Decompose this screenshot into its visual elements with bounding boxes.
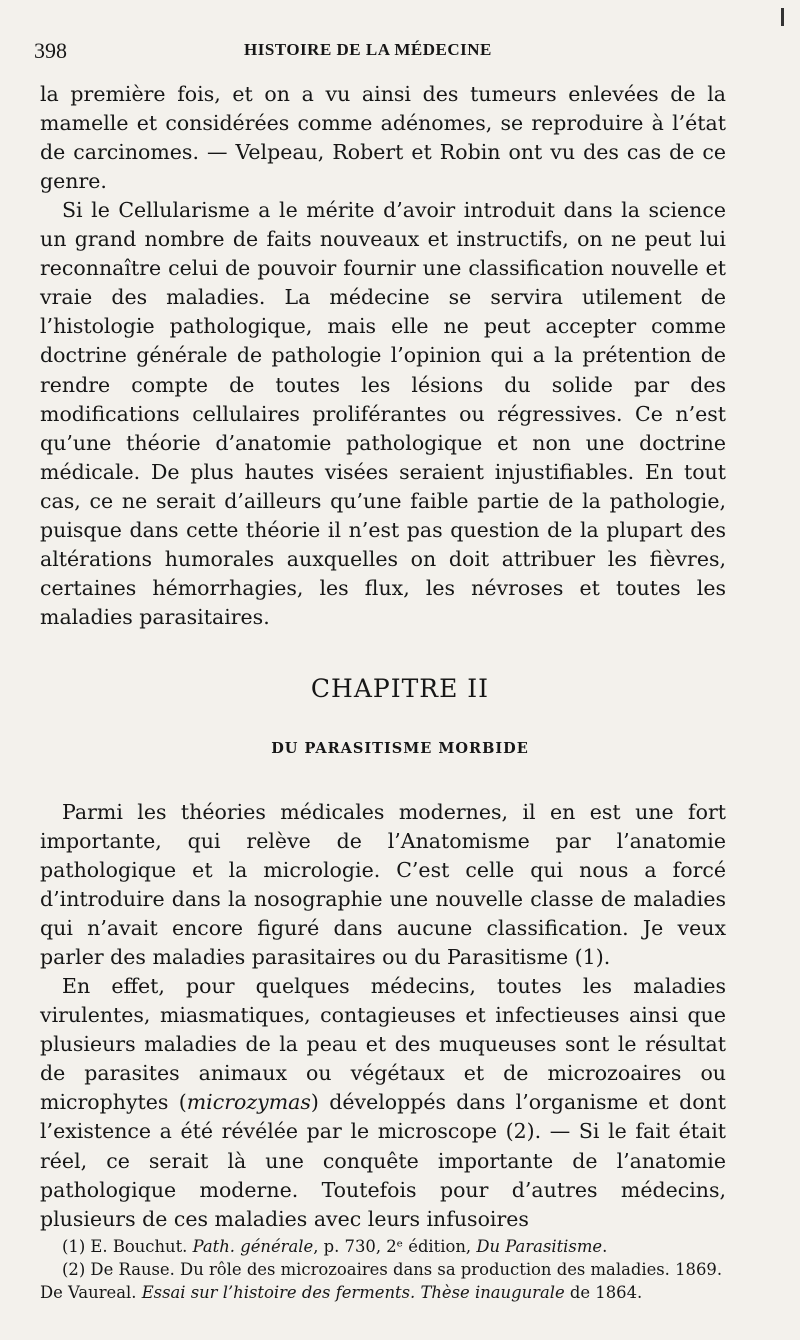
paragraph-continuation bbox=[40, 80, 726, 196]
page-header bbox=[34, 38, 724, 68]
text-span: En effet, pour quelques médecins, toutes les maladies virulentes, miasmatiques, contagieuses et infectieuses ainsi que plusieurs maladies de la peau et des muqueuses sont le résultat de parasites animaux ou végétaux et de microzoaires ou microphytes ( bbox=[40, 974, 726, 1115]
paragraph-text bbox=[40, 972, 726, 1234]
footnote-text: . bbox=[602, 1237, 608, 1256]
footnote-italic: Essai sur l’histoire des ferments. Thèse inaugurale bbox=[141, 1283, 565, 1302]
text-span: ) développés dans l’organisme et dont l’existence a été révélée par le microscope (2). — Si le fait était réel, ce serait là une conquête importante de l’anatomie pathologique moderne. Toutefois pour d’autres médecins, plusieurs de ces maladies avec leurs infusoires bbox=[40, 1090, 726, 1231]
footnote-1 bbox=[40, 1235, 730, 1258]
page-number: 398 bbox=[34, 38, 67, 63]
chapter-subtitle: DU PARASITISME MORBIDE bbox=[271, 740, 529, 757]
paragraph-theories bbox=[40, 798, 726, 973]
paragraph-en-effet bbox=[40, 972, 726, 1234]
footnotes bbox=[40, 1235, 730, 1304]
footnote-italic: Du Parasitisme bbox=[476, 1237, 603, 1256]
footnote-text: (2) De Rause. Du rôle des microzoaires dans sa production des maladies. 1869. De Vaureal. bbox=[40, 1260, 723, 1302]
paragraph-text: Parmi les théories médicales modernes, il en est une fort importante, qui relève de l’Anatomisme par l’anatomie pathologique et la micrologie. C’est celle qui nous a forcé d’introduire dans la nosographie une nouvelle classe de maladies qui n’avait encore figuré dans aucune classification. Je veux parler des maladies parasitaires ou du Parasitisme (1). bbox=[40, 800, 726, 970]
paragraph-text: Si le Cellularisme a le mérite d’avoir introduit dans la science un grand nombre de faits nouveaux et instructifs, on ne peut lui reconnaître celui de pouvoir fournir une classification nouvelle et vraie des maladies. La médecine se servira utilement de l’histologie pathologique, mais elle ne peut accepter comme doctrine générale de pathologie l’opinion qui a la prétention de rendre compte de toutes les lésions du solide par des modifications cellulaires proliférantes ou régressives. Ce n’est qu’une théorie d’anatomie pathologique et non une doctrine médicale. De plus hautes visées seraient injustifiables. En tout cas, ce ne serait d’ailleurs qu’une faible partie de la pathologie, puisque dans cette théorie il n’est pas question de la plupart des altérations humorales auxquelles on doit attribuer les fièvres, certaines hémorrhagies, les flux, les névroses et toutes les maladies parasitaires. bbox=[40, 198, 726, 630]
footnote-text: de 1864. bbox=[564, 1283, 643, 1302]
running-title: HISTOIRE DE LA MÉDECINE bbox=[244, 40, 492, 59]
page-edge-mark bbox=[781, 8, 784, 26]
footnote-italic: Path. générale bbox=[192, 1237, 314, 1256]
footnote-2 bbox=[40, 1258, 730, 1304]
paragraph-text: la première fois, et on a vu ainsi des tumeurs enlevées de la mamelle et considérées comme adénomes, se reproduire à l’état de carcinomes. — Velpeau, Robert et Robin ont vu des cas de ce genre. bbox=[40, 82, 726, 194]
paragraph-cellularisme bbox=[40, 196, 726, 632]
chapter-title: CHAPITRE II bbox=[310, 674, 490, 703]
footnote-text: (1) E. Bouchut. bbox=[62, 1237, 193, 1256]
italic-term: microzymas bbox=[186, 1090, 311, 1115]
footnote-text: , p. 730, 2ᵉ édition, bbox=[313, 1237, 477, 1256]
